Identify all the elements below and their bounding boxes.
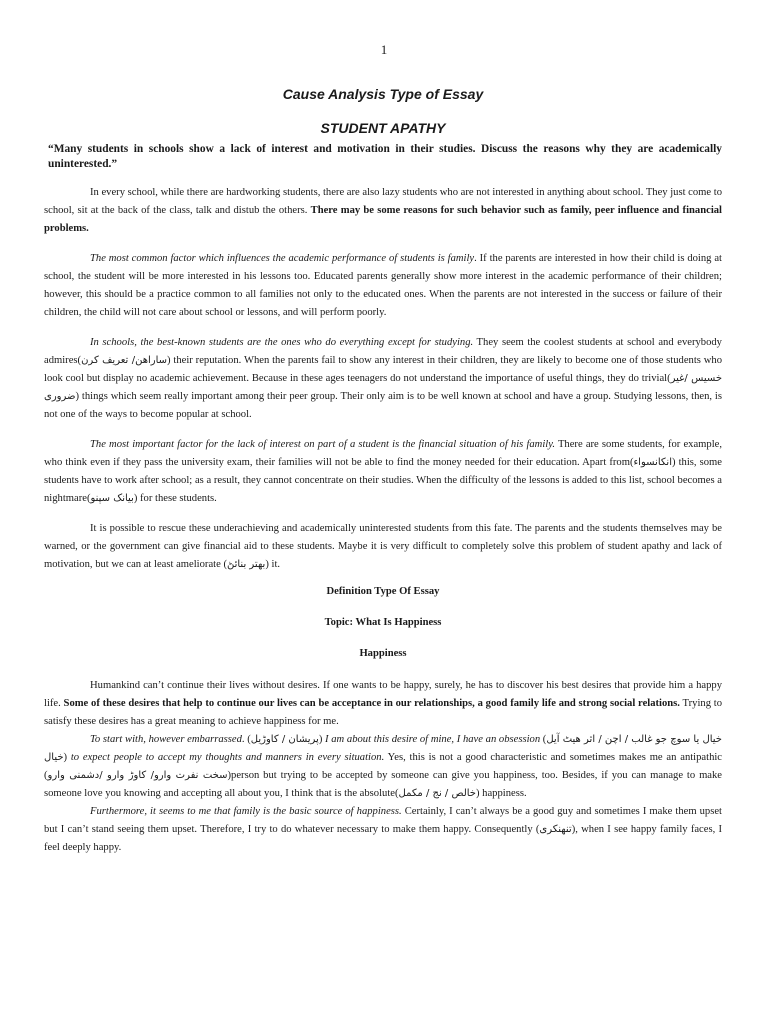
translation-gloss: پریشان / کاوڑیل (250, 734, 319, 745)
translation-gloss: سخت نفرت وارو/ کاوڑ وارو /دشمنی وارو (47, 770, 228, 781)
topic-sentence: The most important factor for the lack of interest on part of a student is the financial situation of his family. (90, 439, 555, 450)
paragraph-text: Humankind can’t continue their lives without desires. If one wants to be happy, surely, he has to discover his best desires that provide him a happy life. (44, 680, 722, 709)
thesis-statement: Some of these desires that help to continue our lives can be acceptance in our relationships, a good family life and strong social relations. (63, 698, 680, 709)
paragraph-text: There are some students, for example, who think even if they pass the university exam, their families will not be able to find the money needed for their education. Apart from( (44, 439, 722, 468)
translation-gloss: تنهنکری (539, 824, 572, 835)
paragraph-happiness-intro (44, 677, 722, 731)
paragraph-text: ) happiness. (475, 788, 527, 799)
paragraph-text: . If the parents are interested in how their child is doing at school, the student will be more interested in his lessons too. Educated parents generally show more interest in the academic performance of their children; however, this should be a practice common to all families not only to the educated ones. When the parents are not interested in the success or failure of their children, the child will not care about school or lessons, and will perform poorly. (44, 253, 722, 318)
page-number: 1 (380, 42, 388, 57)
translation-gloss: بیانک سپنو (90, 493, 134, 504)
paragraph-acceptance (44, 731, 722, 803)
topic-sentence: The most common factor which influences the academic performance of students is family (90, 253, 475, 264)
italic-text: to expect people to accept my thoughts and manners in every situation. (70, 752, 385, 763)
happiness-heading: Happiness (359, 648, 407, 659)
paragraph-text: It is possible to rescue these underachieving and academically uninterested students from this fate. The parents and the students themselves may be warned, or the government can give financial aid to these students. Maybe it is very difficult to completely solve this problem of student apathy and lack of motivation, but we can at least ameliorate ( (44, 523, 722, 570)
translation-gloss: ساراهن/ تعریف کرن (81, 355, 168, 366)
translation-gloss: بهتر بنائڻ (226, 559, 266, 570)
paragraph-text: ) this, some students have to work after school; as a result, they cannot concentrate on their studies. When the difficulty of the lessons is added to this list, school becomes a nightmare( (44, 457, 722, 504)
topic-sentence: In schools, the best-known students are the ones who do everything except for studying. (90, 337, 474, 348)
paragraph-text: . ( (241, 734, 251, 745)
paragraph-financial (44, 436, 722, 508)
paragraph-text: )person but trying to be accepted by someone can give you happiness, too. Besides, if you can manage to make someone love you knowing and accepting all about you, I think that is the absolute( (44, 770, 723, 799)
paragraph-text: Yes, this is not a good characteristic and sometimes makes me an antipathic ( (44, 752, 723, 781)
paragraph-text: They seem the coolest students at school and everybody admires( (44, 337, 722, 366)
paragraph-text: ) (63, 752, 71, 763)
topic-sentence: To start with, however embarrassed (90, 734, 242, 745)
definition-heading: Definition Type Of Essay (326, 586, 440, 597)
italic-text: I am about this desire of mine, I have an obsession (325, 734, 541, 745)
paragraph-family-happiness (44, 803, 722, 857)
paragraph-introduction (44, 184, 722, 238)
translation-gloss: خالص / نج / مکمل (398, 788, 476, 799)
translation-gloss: خسیس /غیر ضروری (44, 373, 722, 402)
paragraph-text: ( (540, 734, 547, 745)
essay-subtitle: STUDENT APATHY (320, 120, 446, 136)
paragraph-text: ) (318, 734, 326, 745)
paragraph-text: Trying to satisfy these desires has a great meaning to achieve happiness for me. (44, 698, 723, 727)
paragraph-conclusion (44, 520, 722, 574)
paragraph-text: ), when I see happy family faces, I feel deeply happy. (44, 824, 722, 853)
paragraph-text: ) for these students. (133, 493, 217, 504)
paragraph-peer-influence (44, 334, 722, 424)
paragraph-text: In every school, while there are hardworking students, there are also lazy students who are not interested in anything about school. They just come to school, sit at the back of the class, talk and distub the others. (44, 187, 723, 216)
translation-gloss: انکانسواء (633, 457, 672, 468)
paragraph-text: ) their reputation. When the parents fail to show any interest in their children, they are likely to become one of those students who look cool but display no academic achievement. Because in these ages teenagers do not understand the importance of useful things, they do trivial( (44, 355, 723, 384)
topic-sentence: Furthermore, it seems to me that family is the basic source of happiness. (90, 806, 402, 817)
paragraph-text: ) it. (265, 559, 281, 570)
essay-content (44, 86, 722, 857)
thesis-statement: There may be some reasons for such behavior such as family, peer influence and financial problems. (44, 205, 722, 234)
paragraph-text: Certainly, I can’t always be a good guy and sometimes I make them upset but I can’t stand seeing them upset. Therefore, I try to do whatever necessary to make them happy. Consequently ( (44, 806, 722, 835)
topic-heading: Topic: What Is Happiness (324, 617, 442, 628)
essay-title: Cause Analysis Type of Essay (282, 86, 484, 102)
translation-gloss: خیال یا سوچ جو غالب / اچن / اثر هیٹ آیل خیال (44, 734, 722, 763)
essay-prompt: “Many students in schools show a lack of interest and motivation in their studies. Discuss the reasons why they are academically uninterested.” (48, 143, 722, 170)
paragraph-text: ) things which seem really important among their peer group. Their only aim is to be well known at school and have a group. Studying lessons, then, is not one of the ways to become popular at school. (44, 391, 722, 420)
paragraph-family (44, 250, 722, 322)
